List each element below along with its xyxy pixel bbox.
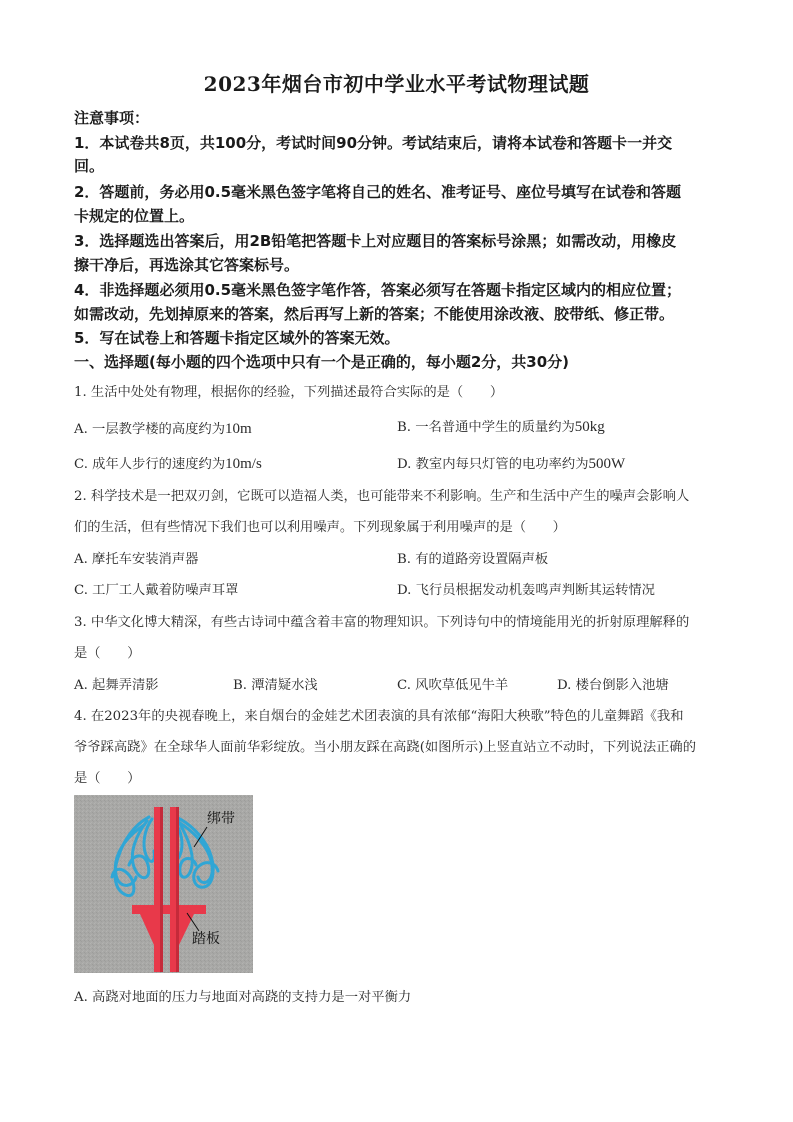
page-title: 2023年烟台市初中学业水平考试物理试题 bbox=[203, 72, 590, 96]
question-1-option-b bbox=[397, 416, 605, 436]
notice-item-3-cont: 擦干净后，再选涂其它答案标号。 bbox=[74, 256, 300, 274]
question-3-stem-cont: 是（ ） bbox=[74, 646, 141, 661]
stilts-figure bbox=[74, 795, 253, 973]
option-label: C. 成年人步行的速度约为 bbox=[74, 457, 226, 472]
notice-item-3: 3．选择题选出答案后，用2B铅笔把答题卡上对应题目的答案标号涂黑；如需改动，用橡皮 bbox=[74, 232, 677, 250]
notice-item-2-cont: 卡规定的位置上。 bbox=[74, 207, 195, 225]
option-label: D. 教室内每只灯管的电功率约为 bbox=[397, 457, 589, 472]
notice-item-1-cont: 回。 bbox=[74, 157, 105, 175]
question-3-stem: 3. 中华文化博大精深，有些古诗词中蕴含着丰富的物理知识。下列诗句中的情境能用光的折射原理解释的 bbox=[74, 615, 690, 630]
section-heading: 一、选择题(每小题的四个选项中只有一个是正确的，每小题2分，共30分) bbox=[74, 353, 570, 371]
question-2-option-b: B. 有的道路旁设置隔声板 bbox=[397, 552, 549, 567]
notice-item-1: 1．本试卷共8页，共100分，考试时间90分钟。考试结束后，请将本试卷和答题卡一并交 bbox=[74, 134, 673, 152]
question-4-option-a: A. 高跷对地面的压力与地面对高跷的支持力是一对平衡力 bbox=[74, 990, 412, 1005]
question-4-stem: 4. 在2023年的央视春晚上，来自烟台的金娃艺术团表演的具有浓郁“海阳大秧歌”特色的儿童舞蹈《我和 bbox=[74, 709, 684, 724]
question-2-stem-cont: 们的生活，但有些情况下我们也可以利用噪声。下列现象属于利用噪声的是（ ） bbox=[74, 520, 566, 535]
question-4-stem-cont: 爷爷踩高跷》在全球华人面前华彩绽放。当小朋友踩在高跷(如图所示)上竖直站立不动时，下列说法正确的 bbox=[74, 740, 697, 755]
option-label: A. 一层教学楼的高度约为 bbox=[74, 422, 226, 437]
notice-item-4-cont: 如需改动，先划掉原来的答案，然后再写上新的答案；不能使用涂改液、胶带纸、修正带。 bbox=[74, 305, 675, 323]
question-3-option-b: B. 潭清疑水浅 bbox=[233, 678, 318, 693]
notice-item-5: 5．写在试卷上和答题卡指定区域外的答案无效。 bbox=[74, 329, 400, 347]
question-2-stem: 2. 科学技术是一把双刃剑，它既可以造福人类，也可能带来不利影响。生产和生活中产生的噪声会影响人 bbox=[74, 489, 690, 504]
option-value: 10m/s bbox=[225, 456, 262, 472]
question-3-option-d: D. 楼台倒影入池塘 bbox=[557, 678, 669, 693]
notice-item-4: 4．非选择题必须用0.5毫米黑色签字笔作答，答案必须写在答题卡指定区域内的相应位置； bbox=[74, 281, 682, 299]
question-1-option-d bbox=[397, 453, 625, 473]
question-1-option-a bbox=[74, 418, 252, 438]
option-label: B. 一名普通中学生的质量约为 bbox=[397, 420, 575, 435]
question-2-option-d: D. 飞行员根据发动机轰鸣声判断其运转情况 bbox=[397, 583, 655, 598]
figure-label-strap: 绑带 bbox=[207, 811, 235, 827]
option-value: 500W bbox=[588, 456, 626, 472]
question-1-option-c bbox=[74, 453, 262, 473]
question-4-stem-cont-2: 是（ ） bbox=[74, 771, 141, 786]
option-value: 10m bbox=[225, 421, 252, 437]
option-value: 50kg bbox=[574, 419, 605, 435]
notice-heading: 注意事项： bbox=[74, 109, 150, 127]
question-1-stem: 1. 生活中处处有物理，根据你的经验，下列描述最符合实际的是（ ） bbox=[74, 385, 504, 400]
question-2-option-a: A. 摩托车安装消声器 bbox=[74, 552, 199, 567]
question-2-option-c: C. 工厂工人戴着防噪声耳罩 bbox=[74, 583, 239, 598]
question-3-option-c: C. 风吹草低见牛羊 bbox=[397, 678, 509, 693]
notice-item-2: 2．答题前，务必用0.5毫米黑色签字笔将自己的姓名、准考证号、座位号填写在试卷和答题 bbox=[74, 183, 682, 201]
question-3-option-a: A. 起舞弄清影 bbox=[74, 678, 159, 693]
figure-label-pedal: 踏板 bbox=[192, 931, 220, 947]
